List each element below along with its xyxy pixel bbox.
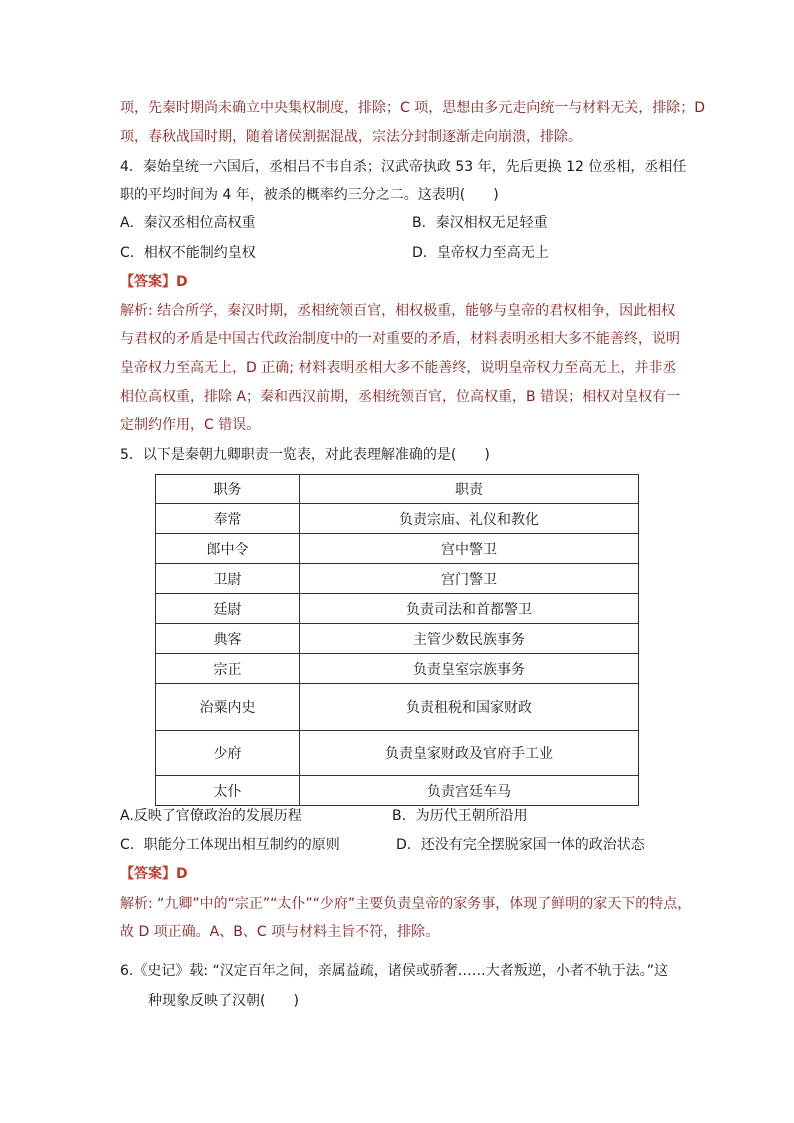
q4-analysis-line-4: 相位高权重，排除 A；秦和西汉前期，丞相统领百官，位高权重，B 错误；相权对皇权有一	[120, 389, 681, 405]
table-cell: 治粟内史	[156, 684, 300, 731]
q5-option-c: C．职能分工体现出相互制约的原则	[120, 837, 340, 853]
q5-answer: 【答案】D	[120, 866, 188, 882]
table-cell: 卫尉	[156, 564, 300, 594]
q5-analysis-line-2: 故 D 项正确。A、B、C 项与材料主旨不符，排除。	[120, 924, 440, 940]
q3-analysis-line-1: 项，先秦时期尚未确立中央集权制度，排除；C 项，思想由多元走向统一与材料无关，排除；D	[120, 100, 706, 116]
q4-stem-line-2: 职的平均时间为 4 年，被杀的概率约三分之二。这表明( )	[120, 187, 499, 203]
q5-analysis-line-1: 解析: “九卿”中的“宗正”“太仆”“少府”主要负责皇帝的家务事，体现了鲜明的家天下的特点，	[120, 896, 692, 912]
q4-option-b: B．秦汉相权无足轻重	[412, 215, 548, 231]
table-header-row	[156, 475, 639, 504]
table-cell: 负责皇室宗族事务	[300, 654, 639, 684]
q5-stem: 5．以下是秦朝九卿职责一览表，对此表理解准确的是( )	[120, 447, 490, 463]
table-row	[156, 684, 639, 731]
q4-analysis-line-5: 定制约作用，C 错误。	[120, 417, 261, 433]
table-row	[156, 594, 639, 624]
q4-option-d: D．皇帝权力至高无上	[412, 245, 549, 261]
q5-option-b: B．为历代王朝所沿用	[392, 808, 528, 824]
table-header-cell: 职责	[300, 475, 639, 504]
table-cell: 负责皇家财政及官府手工业	[300, 731, 639, 776]
duties-table	[155, 474, 639, 806]
table-cell: 少府	[156, 731, 300, 776]
q3-analysis-line-2: 项，春秋战国时期，随着诸侯割据混战，宗法分封制逐渐走向崩溃，排除。	[120, 129, 582, 145]
table-cell: 负责租税和国家财政	[300, 684, 639, 731]
table-cell: 郎中令	[156, 534, 300, 564]
table-row	[156, 564, 639, 594]
table-cell: 廷尉	[156, 594, 300, 624]
table-cell: 宫门警卫	[300, 564, 639, 594]
table-row	[156, 731, 639, 776]
q6-stem-line-1: 6.《史记》载: “汉定百年之间，亲属益疏，诸侯或骄奢……大者叛逆，小者不轨于法。”这	[120, 963, 669, 979]
table-cell: 负责宗庙、礼仪和教化	[300, 504, 639, 534]
table-row	[156, 534, 639, 564]
table-cell: 典客	[156, 624, 300, 654]
table-row	[156, 504, 639, 534]
table-cell: 宗正	[156, 654, 300, 684]
table-row	[156, 654, 639, 684]
q4-analysis-line-1: 解析: 结合所学，秦汉时期，丞相统领百官，相权极重，能够与皇帝的君权相争，因此相权	[120, 303, 676, 319]
table-header-cell: 职务	[156, 475, 300, 504]
table-row	[156, 624, 639, 654]
q4-analysis-line-3: 皇帝权力至高无上，D 正确; 材料表明丞相大多不能善终，说明皇帝权力至高无上，并非丞	[120, 360, 677, 376]
q6-stem-line-2: 种现象反映了汉朝( )	[148, 993, 299, 1009]
table-cell: 宫中警卫	[300, 534, 639, 564]
q4-answer: 【答案】D	[120, 274, 188, 290]
q5-option-a: A.反映了官僚政治的发展历程	[120, 808, 302, 824]
q4-stem-line-1: 4．秦始皇统一六国后，丞相吕不韦自杀；汉武帝执政 53 年，先后更换 12 位丞相，丞相任	[120, 159, 687, 175]
q4-option-a: A．秦汉丞相位高权重	[120, 215, 256, 231]
q5-option-d: D．还没有完全摆脱家国一体的政治状态	[396, 837, 645, 853]
table-row	[156, 776, 639, 806]
q4-option-c: C．相权不能制约皇权	[120, 245, 256, 261]
q4-analysis-line-2: 与君权的矛盾是中国古代政治制度中的一对重要的矛盾，材料表明丞相大多不能善终，说明	[120, 331, 680, 347]
table-cell: 太仆	[156, 776, 300, 806]
table-cell: 奉常	[156, 504, 300, 534]
table-cell: 负责宫廷车马	[300, 776, 639, 806]
table-cell: 主管少数民族事务	[300, 624, 639, 654]
table-cell: 负责司法和首都警卫	[300, 594, 639, 624]
